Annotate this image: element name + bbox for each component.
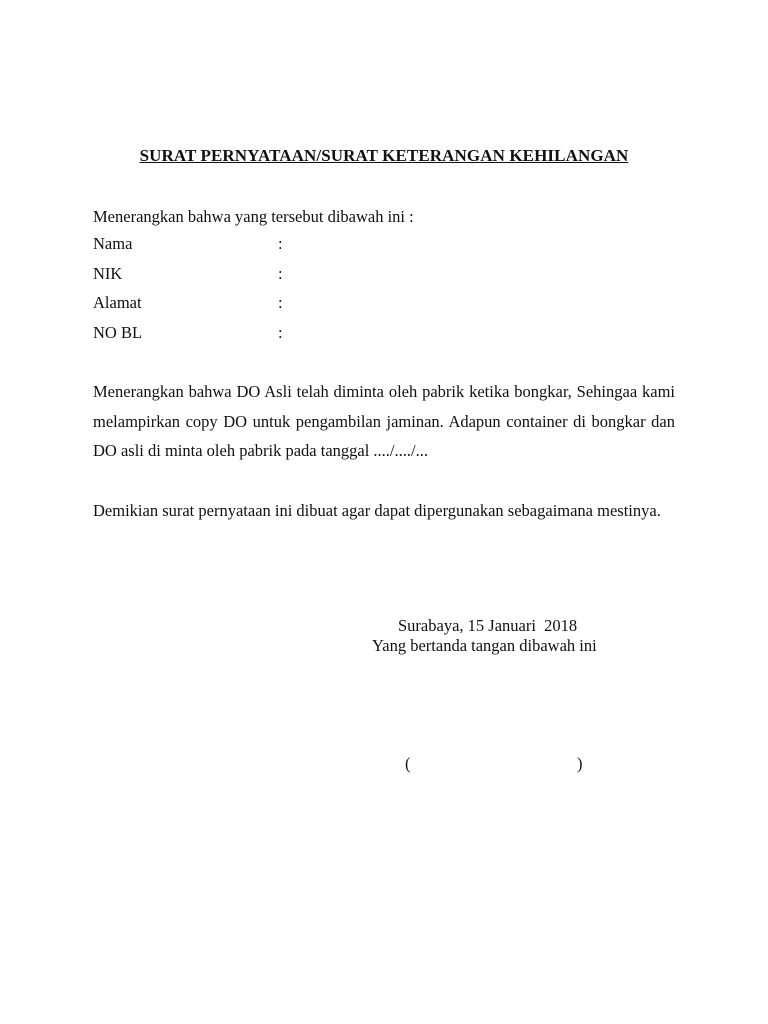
field-row-alamat (93, 293, 493, 323)
intro-text: Menerangkan bahwa yang tersebut dibawah ini : (93, 207, 414, 226)
field-colon: : (278, 234, 283, 253)
document-title: SURAT PERNYATAAN/SURAT KETERANGAN KEHILANGAN (139, 146, 629, 165)
signature-placeholder (405, 754, 585, 776)
signature-caption: Yang bertanda tangan dibawah ini (372, 636, 597, 655)
field-colon: : (278, 293, 283, 313)
field-row-nik (93, 264, 493, 294)
statement-paragraph: Menerangkan bahwa DO Asli telah diminta oleh pabrik ketika bongkar, Sehingaa kami melampirkan copy DO untuk pengambilan jaminan. Adapun container di bongkar dan DO asli di minta oleh pabrik pada tanggal ..../..../... (93, 382, 675, 460)
field-label: NO BL (93, 323, 143, 343)
place-date: Surabaya, 15 Januari 2018 (398, 616, 578, 635)
field-colon: : (278, 323, 283, 343)
identity-fields (93, 234, 493, 353)
field-row-nama (93, 234, 493, 264)
field-label: NIK (93, 263, 123, 283)
signature-paren-close: ) (577, 754, 583, 773)
field-label: Nama (93, 234, 133, 253)
closing-paragraph: Demikian surat pernyataan ini dibuat agar dapat dipergunakan sebagaimana mestinya. (93, 501, 661, 520)
field-colon: : (278, 263, 283, 283)
field-label: Alamat (93, 293, 142, 313)
signature-paren-open: ( (405, 754, 411, 773)
field-row-no-bl (93, 323, 493, 353)
